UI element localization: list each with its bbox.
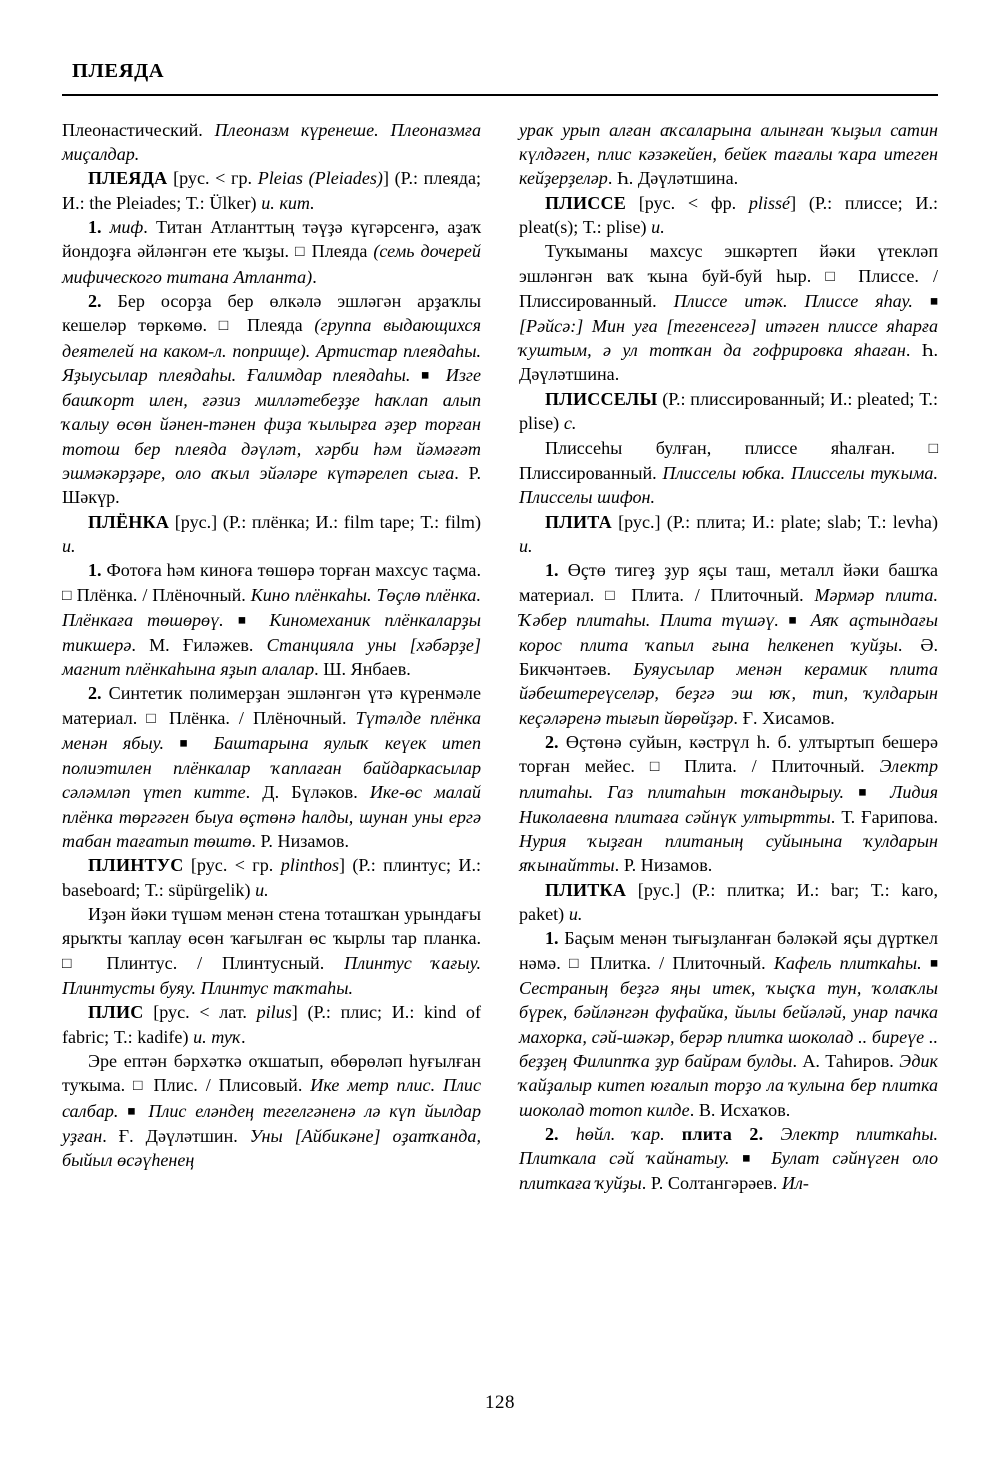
text-run-roman: . Ә. Бикчәнтәев. — [519, 634, 938, 680]
entry-continuation — [62, 118, 481, 167]
entry-sense — [519, 926, 938, 1122]
entry-headword-line — [62, 510, 481, 559]
text-run-roman: . Р. Шәкүр. — [62, 462, 481, 508]
text-run-italic: и. — [651, 216, 665, 237]
text-run-marker-hollow: □ — [218, 317, 236, 335]
text-run-italic: Pleias (Pleiades) — [257, 168, 383, 189]
text-run-marker-hollow: □ — [133, 1077, 146, 1095]
text-run-roman: Эре ептән бәрхәткә оҡшатып, өбөрөләп һуғылған туҡыма. — [62, 1051, 481, 1096]
text-run-italic: Электр плитаһы. Газ плитаһын тоҡандырыу. — [519, 756, 938, 802]
text-run-roman: Плеяда — [305, 241, 374, 262]
text-run-roman: Плис. / Плисовый. — [145, 1075, 311, 1096]
text-run-roman: . Р. Солтангәрәев. — [641, 1173, 782, 1194]
text-run-roman: . Д. Бүләков. — [245, 782, 370, 803]
text-run-roman: (Р.: плиссированный; И.: pleated; Т.: plise) — [519, 388, 938, 434]
text-run-roman: Баçым менән тығыҙланған бәләкәй яçы дүрткел нәмә. — [519, 928, 938, 973]
text-run-marker-filled: ■ — [929, 293, 938, 309]
text-run-roman: Плинтус. / Плинтусный. — [86, 952, 345, 973]
text-run-marker-filled: ■ — [127, 1103, 140, 1119]
text-run-roman: [рус. < лат. — [143, 1002, 257, 1023]
text-run-italic: миф — [101, 216, 144, 237]
text-run-headword: ПЛИНТУС — [88, 855, 184, 876]
entry-headword-line — [519, 191, 938, 240]
text-run-roman: Иҙән йәки түшәм менән стена тоташҡан урындағы ярыҡты ҡаплау өсөн ҡағылған өс ҡырлы тар планка. — [62, 904, 481, 949]
entry-definition — [62, 902, 481, 1000]
text-run-italic: и. — [519, 535, 533, 556]
entry-headword-line — [519, 510, 938, 559]
text-run-marker-hollow: □ — [62, 954, 87, 972]
page-number: 128 — [485, 1392, 515, 1413]
text-run-roman: ] (Р.: плинтус; И.: baseboard; Т.: süpürgelik) — [62, 855, 482, 900]
text-run-marker-hollow: □ — [928, 439, 938, 457]
text-run-italic: plinthos — [280, 855, 339, 876]
text-run-marker-hollow: □ — [568, 954, 582, 972]
text-run-italic: pilus — [256, 1002, 292, 1023]
text-run-number: 2. — [545, 732, 559, 753]
text-run-italic: Изге башҡорт илен, ғәзиз милләтебеҙҙе һаҡлап алып ҡалыу өсөн йәнен-тәнен фиҙа ҡылырға әҙер торған тотош бер плеяда дәүләт, хәрби һәм йәмәғәт эшмәкәрҙәре, оло аҡыл эйәләре күтәрелеп сыға — [62, 364, 481, 483]
text-run-marker-hollow: □ — [649, 758, 670, 776]
text-run-roman: [рус.] (Р.: плитка; И.: bar; Т.: karo, paket) — [519, 879, 938, 925]
text-run-roman: [рус.] (Р.: плита; И.: plate; slab; Т.: levha) — [611, 511, 938, 532]
entry-definition — [62, 1049, 481, 1172]
text-run-italic: и. туҡ. — [193, 1026, 247, 1047]
text-run-roman: . В. Исхаҡов. — [689, 1099, 791, 1120]
text-run-marker-filled: ■ — [929, 955, 938, 971]
entry-sense — [519, 558, 938, 730]
text-run-roman: Бер осорҙа бер өлкәлә эшләгән арҙаҡлы кешеләр төркөмө. — [62, 290, 481, 336]
text-run-italic: Нурия ҡыҙған плитаның суйынына ҡулдарын яҡынайтты — [519, 831, 938, 876]
text-run-roman — [665, 1124, 682, 1144]
text-run-roman: Плита. / Плиточный. — [620, 584, 815, 605]
text-run-roman: ] (Р.: плиссе; И.: pleat(s); Т.: plise) — [519, 192, 938, 237]
text-run-roman: Фотоға һәм киноға төшөрә торған махсус таçма. — [101, 560, 481, 581]
right-column — [519, 118, 938, 1196]
text-run-roman: . Т. Ғарипова. — [830, 806, 938, 827]
entry-sense — [62, 558, 481, 681]
entry-headword-line — [62, 1000, 481, 1049]
text-run-roman: [рус.] (Р.: плёнка; И.: film tape; Т.: film) — [169, 511, 481, 532]
text-run-roman: [рус. < гр. — [167, 168, 258, 189]
text-run-italic: Буяусылар менән керамик плита йәбештереүселәр, беҙгә эш юҡ, тип, ҡулдарын кеçәләренә тығып йөрөйҙәр — [519, 659, 938, 728]
text-run-italic: Станцияла уны [хәбәрҙе] магнит плёнкаһына яҙып алалар — [62, 634, 481, 680]
text-run-italic: с. — [563, 413, 577, 434]
text-run-number: 1. — [545, 928, 559, 949]
text-run-roman: . М. Ғиләжев. — [131, 634, 267, 655]
text-run-italic: Электр плиткаһы. Плиткала сәй ҡайнатыу. — [519, 1124, 938, 1169]
text-run-italic: и. — [568, 904, 583, 925]
text-run-marker-hollow: □ — [146, 709, 161, 727]
text-run-italic: Баштарына яулыҡ кеүек итеп полиэтилен плёнкалар ҡаплаған байдаркасылар сәләмләп үтеп китте — [62, 733, 481, 803]
text-run-italic: [Рәйсә:] Мин уға [тегенсегә] итәген плиссе яһарға ҡуштым, ә ул тотҡан да гофрировка яһаған — [519, 315, 938, 361]
running-head: ПЛЕЯДА — [72, 60, 165, 82]
text-run-italic: Түтәлде плёнка менән ябыу. — [62, 707, 481, 754]
text-run-marker-filled: ■ — [858, 784, 876, 800]
text-run-roman: . Ш. Янбаев. — [314, 659, 411, 680]
entry-sense — [62, 215, 481, 289]
text-run-headword: ПЛИТКА — [545, 879, 627, 900]
text-run-italic: Лидия Николаевна плитаға сәйнүк ултыртты — [519, 781, 938, 827]
text-run-headword: ПЛЁНКА — [88, 511, 170, 532]
text-run-italic: Ил- — [781, 1173, 809, 1194]
text-run-roman: Плёнка. / Плёночный. — [71, 584, 251, 605]
text-run-number: 2. — [88, 290, 102, 311]
text-run-roman: Плиссеһы булған, плиссе яһалған. — [545, 437, 929, 458]
text-run-number: 1. — [545, 560, 559, 581]
text-run-roman: Плёнка. / Плёночный. — [160, 707, 356, 728]
text-columns — [62, 118, 938, 1196]
entry-headword-line — [62, 166, 481, 215]
entry-definition — [519, 239, 938, 387]
entry-sense — [62, 681, 481, 853]
text-run-italic: Уны [Айбикәне] оҙатҡанда, быйыл өсәүһенең — [62, 1125, 481, 1170]
text-run-italic: Плиссе итәк. Плиссе яһау. — [673, 290, 930, 311]
text-run-roman: Синтетик полимерҙан эшләнгән үтә күренмәле материал. — [62, 683, 481, 728]
text-run-headword: ПЛИТА — [545, 511, 612, 532]
entry-sense — [519, 730, 938, 878]
text-run-italic: и. — [255, 879, 269, 900]
text-run-number: 1. — [88, 216, 102, 237]
text-run-roman: Плиссированный. — [519, 462, 663, 483]
text-run-roman: . Р. Низамов. — [614, 855, 713, 876]
text-run-marker-hollow: □ — [62, 586, 72, 604]
text-run-number: 1. — [88, 560, 102, 581]
text-run-italic: Аяҡ аçтындағы корос плита ҡапыл ғына һелкенеп ҡуйҙы — [519, 609, 938, 655]
text-run-italic: һөйл. ҡар. — [558, 1124, 665, 1145]
text-run-italic: Сестраның беҙгә яңы итек, ҡыçҡа тун, ҡолаҡлы бүрек, бәйләнгән фуфайка, йылы бейәләй, унар пачка махорка, сәй-шәкәр, берәр плитка шоколад .. биреүе .. беҙҙең Филиппҡа ҙур байрам булды — [519, 978, 938, 1072]
text-run-roman: Плита. / Плиточный. — [669, 756, 880, 777]
text-run-roman: Плеонастический. — [62, 119, 215, 140]
text-run-italic: и. — [62, 535, 76, 556]
text-run-roman: . Ғ. Дәүләтшин. — [102, 1125, 250, 1146]
text-run-number: 2. — [545, 1124, 559, 1145]
text-run-roman: . Һ. Дәүләтшина. — [607, 168, 739, 189]
left-column — [62, 118, 481, 1196]
text-run-roman: . Р. Низамов. — [251, 831, 349, 852]
text-run-italic: (группа выдающихся деятелей на каком-л. поприще). Артистар плеядаһы. Яҙыусылар плеядаһы. Ғалимдар плеядаһы. — [62, 315, 481, 385]
text-run-marker-filled: ■ — [179, 735, 199, 751]
entry-headword-line — [62, 853, 481, 902]
text-run-marker-filled: ■ — [788, 612, 802, 628]
text-run-italic: Эдик ҡайҙалыр китеп юғалып торҙо ла ҡулына бер плитка шоколад тотоп килде — [519, 1051, 938, 1120]
text-run-roman: [рус. < гр. — [183, 855, 281, 876]
text-run-roman: Плеяда — [235, 315, 315, 336]
text-run-headword: ПЛИССЕЛЫ — [545, 388, 658, 409]
text-run-italic: Кино плёнкаһы. Төçлө плёнка. Плёнкаға төшөрөү. — [62, 584, 481, 630]
entry-definition — [519, 436, 938, 510]
entry-headword-line — [519, 387, 938, 436]
text-run-roman: . — [312, 266, 317, 287]
text-run-roman: Өçтө тигеҙ ҙур яçы таш, металл йәки башҡа материал. — [519, 560, 938, 605]
text-run-roman: Өçтөнә суйын, кәстрүл һ. б. ултыртып бешерә торған мейес. — [519, 732, 938, 777]
entry-sense — [519, 1122, 938, 1196]
text-run-italic: Плеоназм күренеше. Плеоназмға миçалдар. — [62, 119, 481, 164]
text-run-roman: Туҡыманы махсус эшкәртеп йәки үтекләп эшләнгән ваҡ ҡына буй-буй һыр. — [519, 241, 938, 286]
text-run-marker-filled: ■ — [742, 1150, 759, 1166]
entry-headword-line — [519, 878, 938, 927]
text-run-italic: и. кит. — [261, 192, 315, 213]
text-run-roman: Плиссе. / Плиссированный. — [519, 265, 938, 311]
text-run-italic: Плинтус ҡағыу. Плинтусты буяу. Плинтус таҡтаһы. — [62, 952, 481, 999]
text-run-marker-filled: ■ — [237, 612, 256, 628]
text-run-headword-inline: плита 2. — [681, 1124, 764, 1145]
text-run-roman: . Ғ. Хисамов. — [733, 707, 835, 728]
text-run-italic: Мәрмәр плита. Ҡәбер плитаһы. Плита түшәү. — [519, 584, 938, 630]
text-run-roman: ] (Р.: плис; И.: kind of fabric; Т.: kadife) — [62, 1002, 481, 1047]
text-run-italic: Булат сәйнүген оло плиткаға ҡуйҙы — [519, 1148, 939, 1194]
text-run-italic: Кафель плиткаһы. — [773, 952, 930, 973]
text-run-marker-hollow: □ — [825, 267, 845, 285]
entry-sense — [62, 289, 481, 510]
text-run-italic: Ике-өс малай плёнка төргәген быуа өçтөнә һалды, шунан уны ергә табан тағатып төштө — [62, 782, 481, 852]
text-run-roman: [рус. < фр. — [626, 192, 749, 213]
text-run-roman: . Титан Атланттың тәүҙә күгәрсенгә, аҙаҡ йондоҙға әйләнгән ете ҡыҙы. — [62, 216, 481, 262]
text-run-roman: Плитка. / Плиточный. — [581, 952, 774, 973]
text-run-marker-hollow: □ — [605, 586, 621, 604]
text-run-italic: Киномеханик плёнкаларҙы тикшерә — [62, 609, 481, 655]
text-run-roman: . А. Таһиров. — [792, 1051, 900, 1072]
text-run-italic: plissé — [748, 192, 791, 213]
text-run-italic: Плис еләндең тегелгәненә лә күп йылдар уҙған — [62, 1100, 481, 1146]
text-run-italic: урак урып алған аҡсаларына алынған ҡыҙыл сатин күлдәген, плис кәзәкейен, бейек тағалы ҡара итеген кейҙерҙеләр — [519, 119, 938, 189]
text-run-italic: Ике метр плис. Плис салбар. — [62, 1075, 482, 1121]
entry-continuation — [519, 118, 938, 191]
text-run-marker-hollow: □ — [295, 243, 306, 261]
text-run-italic: Плисселы юбка. Плисселы туҡыма. Плисселы шифон. — [519, 462, 938, 508]
text-run-number: 2. — [88, 683, 102, 704]
text-run-italic: (семь дочерей мифического титана Атланта) — [62, 241, 481, 287]
header-rule — [62, 94, 938, 96]
text-run-roman: . Һ. Дәүләтшина. — [519, 340, 938, 385]
text-run-headword: ПЛИС — [88, 1002, 144, 1023]
text-run-roman: ] (Р.: плеяда; И.: the Pleiades; Т.: Ülker) — [62, 168, 482, 213]
text-run-headword: ПЛЕЯДА — [88, 168, 168, 189]
text-run-marker-filled: ■ — [421, 367, 436, 383]
text-run-headword: ПЛИССЕ — [545, 192, 627, 213]
